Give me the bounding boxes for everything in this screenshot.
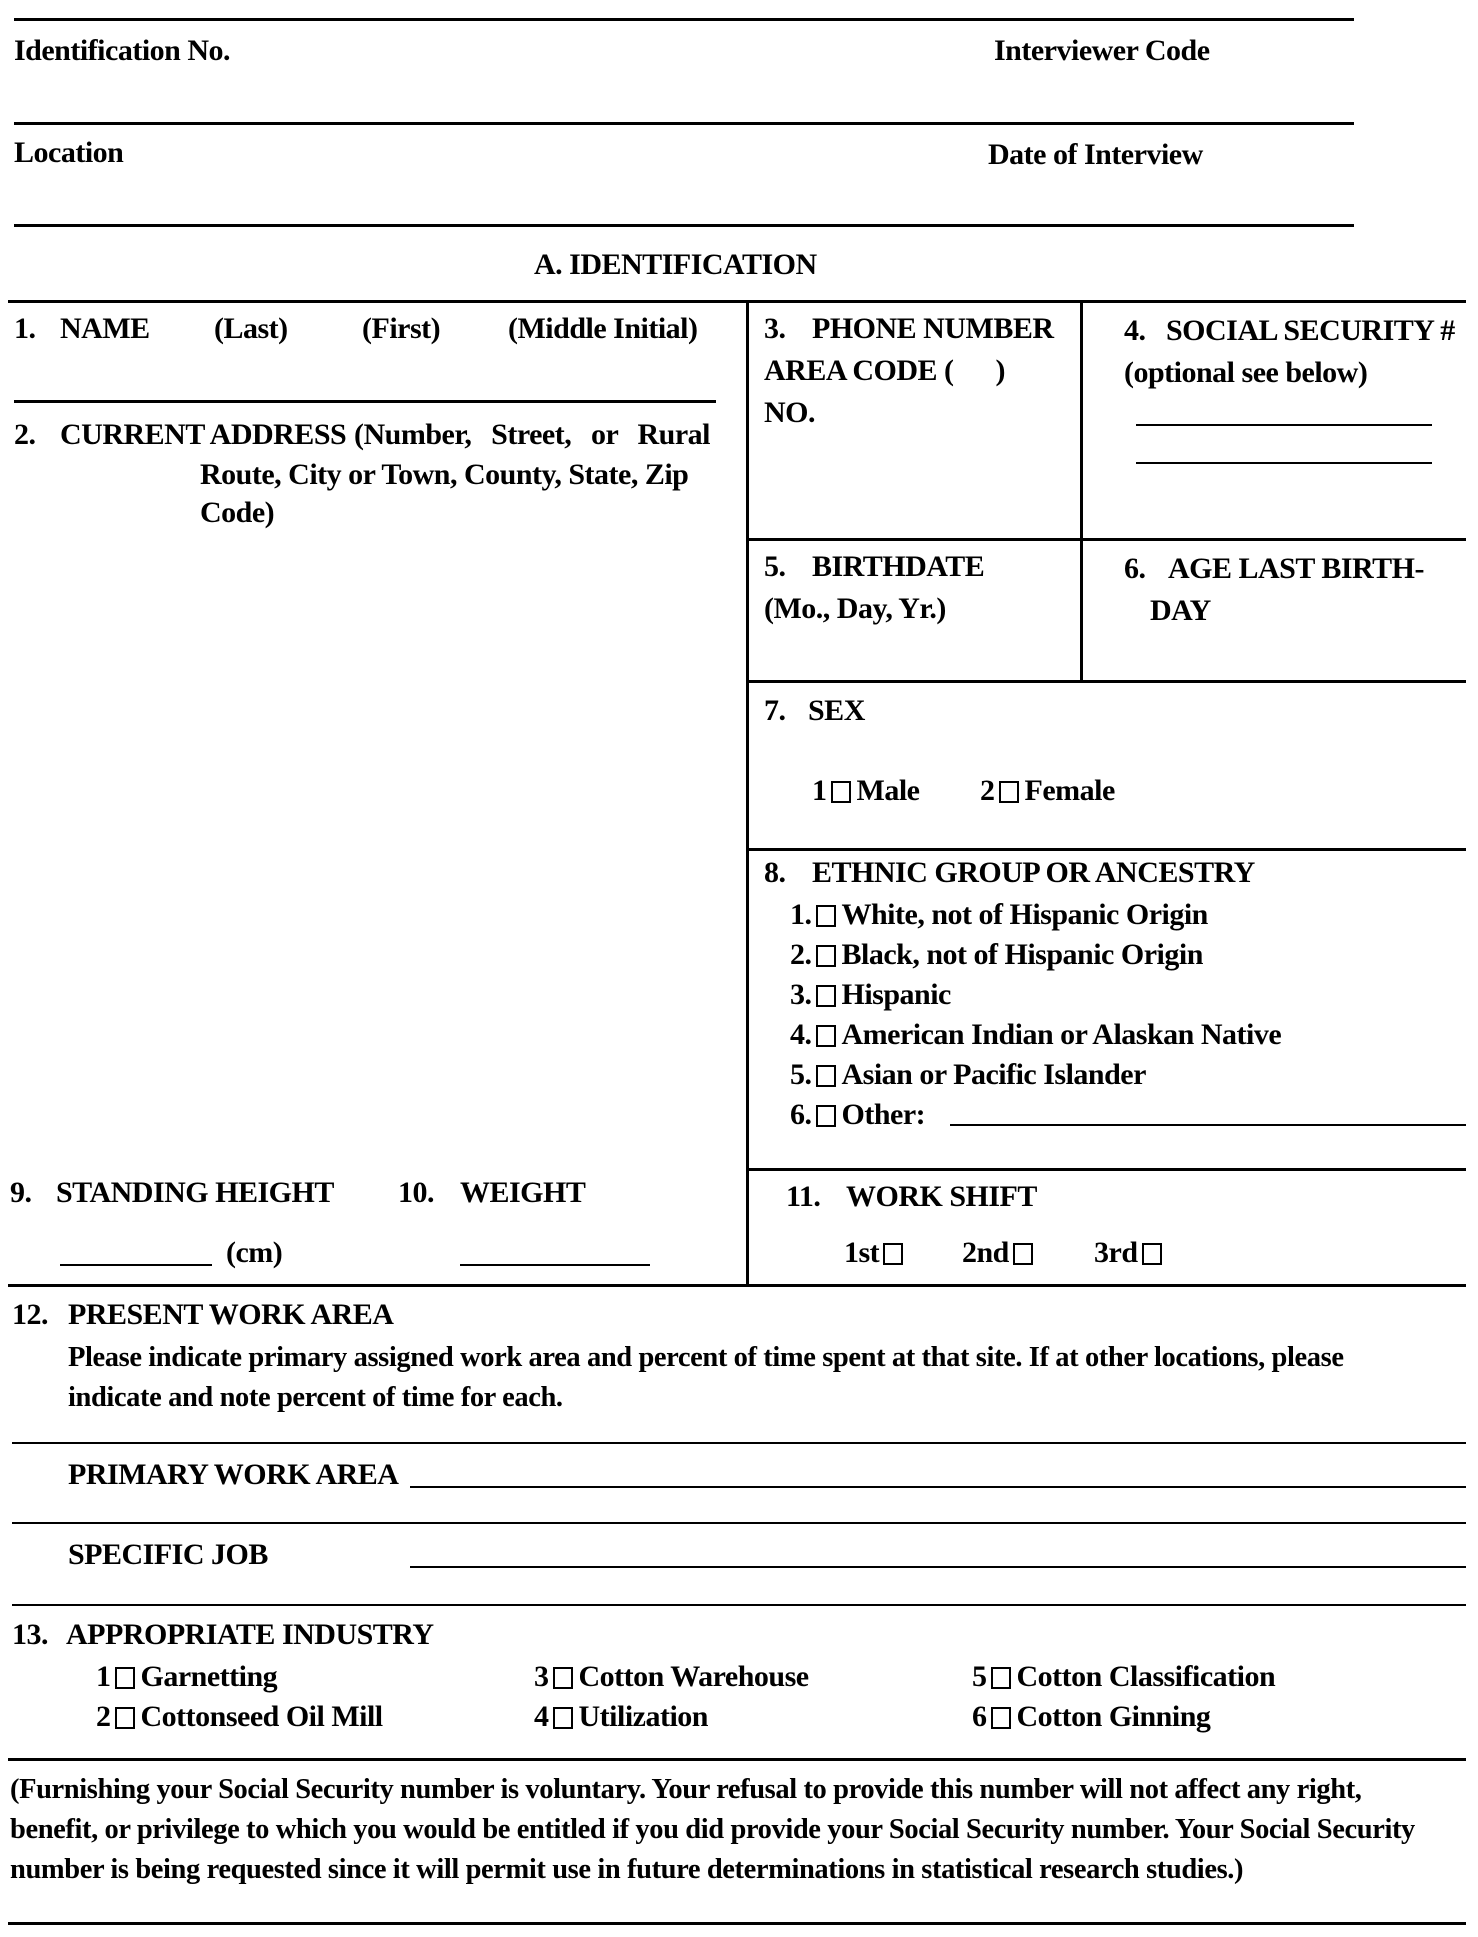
name-underline (14, 400, 716, 403)
name-num: 1. (14, 312, 36, 345)
industry-code: 1 (96, 1660, 111, 1693)
sex-male-label: Male (856, 774, 920, 807)
ethnic-option-1[interactable] (790, 898, 1208, 932)
phone-bottom-rule (748, 538, 1466, 541)
industry-code: 6 (972, 1700, 987, 1733)
industry-option-4[interactable] (534, 1700, 708, 1734)
ethnic-option-5[interactable] (790, 1058, 1146, 1092)
top-rule (14, 18, 1354, 21)
shift-label: WORK SHIFT (846, 1180, 1037, 1213)
shift-checkbox[interactable] (883, 1243, 903, 1265)
phone-label: PHONE NUMBER (812, 312, 1054, 345)
ethnic-option-3[interactable] (790, 978, 951, 1012)
birthdate-bottom-rule (748, 680, 1466, 683)
birthdate-num: 5. (764, 550, 786, 583)
address-desc-2: Route, City or Town, County, State, Zip (200, 458, 689, 491)
industry-code: 4 (534, 1700, 549, 1733)
phone-area-code: AREA CODE ( ) (764, 354, 1006, 387)
sex-female-code: 2 (980, 774, 995, 807)
phone-num: 3. (764, 312, 786, 345)
ethnic-option-label: Black, not of Hispanic Origin (841, 938, 1203, 971)
ssn-num: 4. (1124, 314, 1146, 347)
specific-job-line[interactable] (410, 1566, 1466, 1568)
height-input-line[interactable] (60, 1264, 212, 1266)
ethnic-bottom-rule (748, 1168, 1466, 1171)
sex-male-checkbox[interactable] (831, 781, 851, 803)
industry-option-label: Utilization (578, 1700, 708, 1733)
ethnic-other-line[interactable] (950, 1124, 1466, 1126)
specific-job-label: SPECIFIC JOB (68, 1538, 268, 1571)
location-label: Location (14, 136, 124, 169)
sex-female-label: Female (1024, 774, 1115, 807)
work-area-rule-3 (12, 1604, 1466, 1606)
industry-checkbox[interactable] (991, 1667, 1011, 1689)
shift-num: 11. (786, 1180, 821, 1213)
primary-work-area-label: PRIMARY WORK AREA (68, 1458, 399, 1491)
name-label: NAME (60, 312, 150, 345)
ethnic-option-label: White, not of Hispanic Origin (841, 898, 1208, 931)
sex-option-female[interactable] (980, 774, 1115, 808)
header-rule-1 (14, 122, 1354, 125)
work-area-rule-1 (12, 1442, 1466, 1444)
weight-label: WEIGHT (460, 1176, 586, 1209)
height-label: STANDING HEIGHT (56, 1176, 334, 1209)
height-num: 9. (10, 1176, 32, 1209)
industry-option-label: Cotton Warehouse (578, 1660, 809, 1693)
weight-input-line[interactable] (460, 1264, 650, 1266)
weight-num: 10. (398, 1176, 434, 1209)
ethnic-checkbox[interactable] (816, 1065, 836, 1087)
industry-option-label: Cottonseed Oil Mill (140, 1700, 383, 1733)
primary-work-area-line[interactable] (410, 1486, 1466, 1488)
industry-option-label: Cotton Classification (1016, 1660, 1276, 1693)
address-desc-1: (Number, Street, or Rural (354, 418, 710, 451)
header-rule-2 (14, 224, 1354, 227)
shift-checkbox[interactable] (1013, 1243, 1033, 1265)
shift-option-label: 3rd (1094, 1236, 1138, 1269)
address-desc-3: Code) (200, 496, 275, 529)
disclaimer-line-2: benefit, or privilege to which you would be entitled if you did provide your Social Security number. Your Social Security (10, 1814, 1415, 1845)
ethnic-label: ETHNIC GROUP OR ANCESTRY (812, 856, 1255, 889)
phone-no: NO. (764, 396, 815, 429)
shift-option-2nd[interactable] (962, 1236, 1039, 1270)
industry-option-6[interactable] (972, 1700, 1210, 1734)
sex-female-checkbox[interactable] (999, 781, 1019, 803)
ethnic-checkbox[interactable] (816, 905, 836, 927)
industry-option-1[interactable] (96, 1660, 277, 1694)
age-num: 6. (1124, 552, 1146, 585)
sex-option-male[interactable] (812, 774, 919, 808)
grid-bottom-rule (8, 1284, 1466, 1287)
industry-checkbox[interactable] (553, 1667, 573, 1689)
birthdate-format: (Mo., Day, Yr.) (764, 592, 946, 625)
sex-num: 7. (764, 694, 786, 727)
industry-code: 2 (96, 1700, 111, 1733)
industry-checkbox[interactable] (115, 1667, 135, 1689)
name-last: (Last) (214, 312, 288, 345)
industry-code: 3 (534, 1660, 549, 1693)
ethnic-code: 1. (790, 898, 812, 931)
ethnic-option-6[interactable] (790, 1098, 925, 1132)
date-of-interview-label: Date of Interview (988, 138, 1203, 171)
ethnic-code: 4. (790, 1018, 812, 1051)
name-middle: (Middle Initial) (508, 312, 698, 345)
ethnic-code: 5. (790, 1058, 812, 1091)
height-unit: (cm) (226, 1236, 283, 1269)
grid-top-rule (8, 300, 1466, 303)
ethnic-option-label: American Indian or Alaskan Native (841, 1018, 1282, 1051)
shift-option-1st[interactable] (844, 1236, 909, 1270)
ethnic-code: 3. (790, 978, 812, 1011)
birthdate-label: BIRTHDATE (812, 550, 985, 583)
work-area-instruction-1: Please indicate primary assigned work area and percent of time spent at that site. If at other locations, please (68, 1342, 1344, 1373)
disclaimer-top-rule (8, 1758, 1466, 1761)
work-area-instruction-2: indicate and note percent of time for each. (68, 1382, 563, 1413)
ethnic-checkbox[interactable] (816, 985, 836, 1007)
industry-option-5[interactable] (972, 1660, 1275, 1694)
ethnic-option-label: Other: (841, 1098, 926, 1131)
ethnic-code: 6. (790, 1098, 812, 1131)
ssn-line-2[interactable] (1136, 462, 1432, 464)
industry-checkbox[interactable] (553, 1707, 573, 1729)
interviewer-code-label: Interviewer Code (994, 34, 1210, 67)
ssn-note: (optional see below) (1124, 356, 1368, 389)
industry-code: 5 (972, 1660, 987, 1693)
disclaimer-line-1: (Furnishing your Social Security number is voluntary. Your refusal to provide this number will not affect any right, (10, 1774, 1362, 1805)
bottom-rule (8, 1922, 1466, 1925)
work-area-label: PRESENT WORK AREA (68, 1298, 394, 1331)
section-title: A. IDENTIFICATION (534, 248, 817, 281)
ssn-line-1[interactable] (1136, 424, 1432, 426)
ethnic-option-label: Asian or Pacific Islander (841, 1058, 1146, 1091)
industry-num: 13. (12, 1618, 48, 1651)
sex-bottom-rule (748, 848, 1466, 851)
industry-option-3[interactable] (534, 1660, 809, 1694)
industry-option-label: Garnetting (140, 1660, 278, 1693)
grid-right-divider (1080, 300, 1083, 680)
ethnic-checkbox[interactable] (816, 945, 836, 967)
ethnic-checkbox[interactable] (816, 1105, 836, 1127)
identification-no-label: Identification No. (14, 34, 230, 67)
ethnic-code: 2. (790, 938, 812, 971)
address-label: CURRENT ADDRESS (60, 418, 347, 451)
ethnic-option-label: Hispanic (841, 978, 951, 1011)
sex-label: SEX (808, 694, 865, 727)
industry-checkbox[interactable] (115, 1707, 135, 1729)
ethnic-option-4[interactable] (790, 1018, 1281, 1052)
grid-center-divider (746, 300, 749, 1286)
shift-option-3rd[interactable] (1094, 1236, 1168, 1270)
industry-option-2[interactable] (96, 1700, 383, 1734)
address-num: 2. (14, 418, 36, 451)
shift-option-label: 1st (844, 1236, 880, 1269)
name-first: (First) (362, 312, 441, 345)
industry-checkbox[interactable] (991, 1707, 1011, 1729)
industry-option-label: Cotton Ginning (1016, 1700, 1211, 1733)
ethnic-num: 8. (764, 856, 786, 889)
ssn-label: SOCIAL SECURITY # (1166, 314, 1455, 347)
shift-checkbox[interactable] (1142, 1243, 1162, 1265)
age-label-1: AGE LAST BIRTH- (1168, 552, 1424, 585)
work-area-num: 12. (12, 1298, 48, 1331)
sex-male-code: 1 (812, 774, 827, 807)
ethnic-checkbox[interactable] (816, 1025, 836, 1047)
age-label-2: DAY (1150, 594, 1211, 627)
disclaimer-line-3: number is being requested since it will permit use in future determinations in statistical research studies.) (10, 1854, 1244, 1885)
industry-label: APPROPRIATE INDUSTRY (66, 1618, 434, 1651)
shift-option-label: 2nd (962, 1236, 1009, 1269)
ethnic-option-2[interactable] (790, 938, 1203, 972)
work-area-rule-2 (12, 1522, 1466, 1524)
